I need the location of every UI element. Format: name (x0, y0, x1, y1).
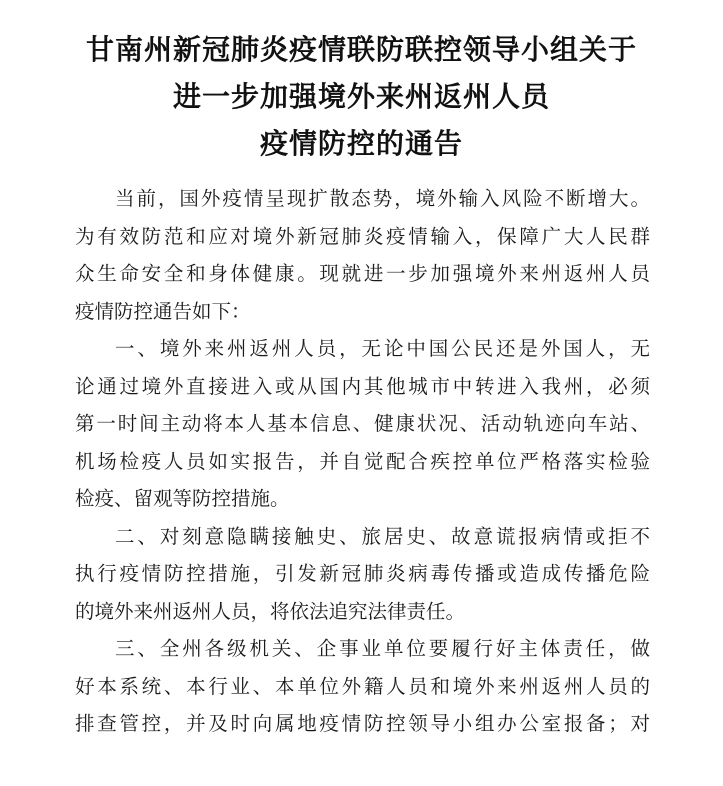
paragraph-line: 论通过境外直接进入或从国内其他城市中转进入我州，必须 (75, 374, 650, 398)
paragraph-intro (75, 180, 650, 330)
paragraph-line: 二、对刻意隐瞒接触史、旅居史、故意谎报病情或拒不 (115, 524, 650, 548)
paragraph-line: 执行疫情防控措施，引发新冠肺炎病毒传播或造成传播危险 (75, 562, 650, 585)
paragraph-line: 疫情防控通告如下： (75, 299, 251, 323)
paragraph-line: 机场检疫人员如实报告，并自觉配合疾控单位严格落实检验 (75, 449, 650, 473)
paragraph-line: 一、境外来州返州人员，无论中国公民还是外国人，无 (115, 337, 650, 360)
title-line-1: 甘南州新冠肺炎疫情联防联控领导小组关于 (85, 33, 637, 66)
paragraph-line: 第一时间主动将本人基本信息、健康状况、活动轨迹向车站、 (75, 412, 650, 435)
paragraph-line: 的境外来州返州人员，将依法追究法律责任。 (75, 599, 466, 623)
paragraph-item-2 (75, 518, 650, 631)
paragraph-line: 检疫、留观等防控措施。 (75, 487, 290, 510)
title-line-3: 疫情防控的通告 (259, 127, 463, 160)
document-body (75, 180, 650, 743)
paragraph-line: 当前，国外疫情呈现扩散态势，境外输入风险不断增大。 (115, 187, 650, 210)
paragraph-item-3 (75, 630, 650, 743)
paragraph-line: 三、全州各级机关、企事业单位要履行好主体责任，做 (115, 637, 650, 660)
paragraph-line: 众生命安全和身体健康。现就进一步加强境外来州返州人员 (75, 262, 650, 285)
document-title (0, 26, 723, 167)
paragraph-item-1 (75, 330, 650, 518)
paragraph-line: 排查管控，并及时向属地疫情防控领导小组办公室报备；对 (75, 712, 650, 735)
paragraph-line: 为有效防范和应对境外新冠肺炎疫情输入，保障广大人民群 (75, 224, 650, 248)
title-line-2: 进一步加强境外来州返州人员 (172, 80, 550, 113)
paragraph-line: 好本系统、本行业、本单位外籍人员和境外来州返州人员的 (75, 674, 650, 698)
